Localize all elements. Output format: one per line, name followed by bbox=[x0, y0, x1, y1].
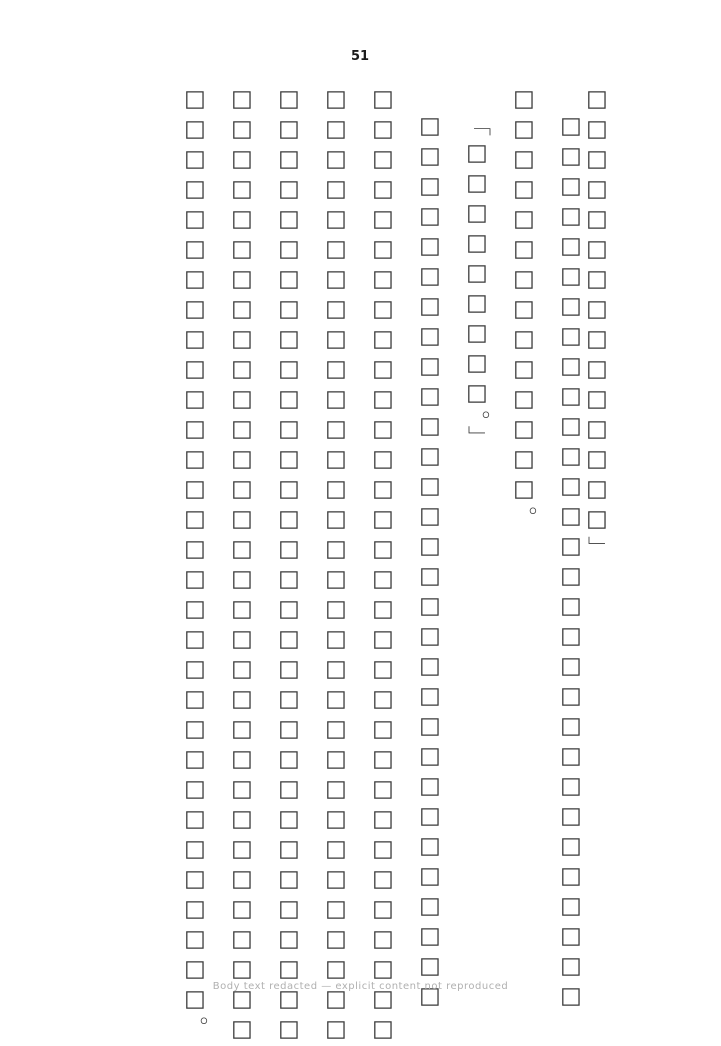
text-column: □□□□□□□□□□□□□□□□□□□□□□□□□□□□□□□。 bbox=[182, 86, 208, 1043]
text-column: □□□□□□□□□□□□□□□□□□□□□□□□□□□□□□□□ bbox=[229, 86, 255, 1046]
text-column: □□□□□□□□□□□□□□□」 bbox=[584, 86, 610, 563]
text-column: □□□□□□□□□□□□□□。 bbox=[511, 86, 537, 533]
text-column: □□□□□□□□□□□□□□□□□□□□□□□□□□□□□□□□ bbox=[276, 86, 302, 1046]
page-number: 51 bbox=[351, 49, 370, 64]
redaction-notice: Body text redacted — explicit content not reproduced bbox=[212, 981, 509, 992]
text-column: □□□□□□□□□□□□□□□□□□□□□□□□□□□□□□ bbox=[417, 113, 443, 1013]
text-column: 「□□□□□□□□□。」 bbox=[464, 113, 490, 453]
text-column: □□□□□□□□□□□□□□□□□□□□□□□□□□□□□□□□ bbox=[323, 86, 349, 1046]
text-column: □□□□□□□□□□□□□□□□□□□□□□□□□□□□□□ bbox=[558, 113, 584, 1013]
text-column: □□□□□□□□□□□□□□□□□□□□□□□□□□□□□□□□ bbox=[370, 86, 396, 1046]
